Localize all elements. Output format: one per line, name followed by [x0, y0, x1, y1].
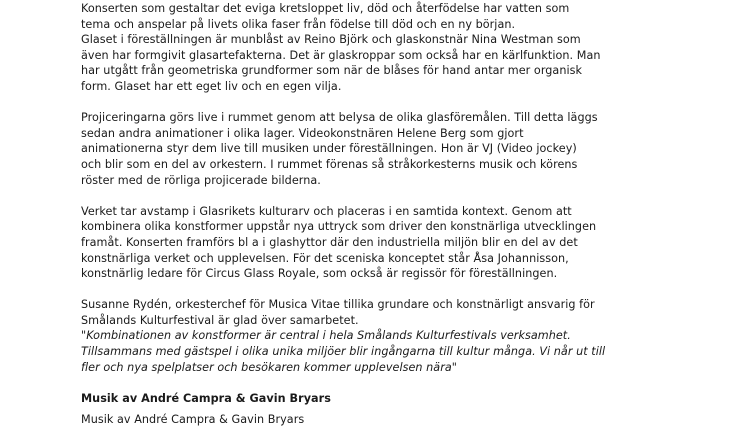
- text-line: Susanne Rydén, orkesterchef för Musica Vitae tillika grundare och konstnärligt ansvarig för: [81, 298, 595, 312]
- text-line: animationerna styr dem live till musiken under föreställningen. Hon är VJ (Video jockey): [81, 142, 577, 156]
- text-line: form. Glaset har ett eget liv och en egen vilja.: [81, 79, 342, 93]
- text-line: Konserten som gestaltar det eviga kretsloppet liv, död och återfödelse har vatten som: [81, 2, 570, 15]
- quote-line: "Kombinationen av konstformer är central i hela Smålands Kulturfestivals verksamhet.: [81, 329, 571, 343]
- text-line: även har formgivit glasartefakterna. Det är glaskroppar som också har en kärlfunktion. Man: [81, 48, 601, 62]
- text-line: har utgått från geometriska grundformer som när de blåses för hand antar mer organisk: [81, 64, 583, 78]
- paragraph-heritage: [81, 204, 721, 282]
- text-line: Smålands Kulturfestival är glad över samarbetet.: [81, 313, 359, 327]
- text-line: tema och anspelar på livets olika faser från födelse till död och en ny början.: [81, 17, 516, 31]
- text-line: Verket tar avstamp i Glasrikets kulturarv och placeras i en samtida kontext. Genom att: [81, 204, 572, 218]
- text-line: och blir som en del av orkestern. I rummet förenas så stråkorkesterns musik och körens: [81, 157, 578, 171]
- quote-line: fler och nya spelplatser och besökaren kommer upplevelsen nära": [81, 360, 457, 374]
- music-heading: Musik av André Campra & Gavin Bryars: [81, 391, 331, 405]
- clipped-next-line: [81, 412, 381, 426]
- text-line: konstnärliga verket och upplevelsen. För det sceniska konceptet står Åsa Johannisson,: [81, 251, 569, 265]
- paragraph-projections: [81, 110, 721, 188]
- text-line: framåt. Konserten framförs bl a i glashyttor där den industriella miljön blir en del av det: [81, 235, 578, 249]
- paragraph-theme: [81, 1, 721, 95]
- clipped-text: Musik av André Campra & Gavin Bryars: [81, 413, 305, 426]
- music-heading-paragraph: [81, 391, 721, 407]
- text-line: Projiceringarna görs live i rummet genom att belysa de olika glasföremålen. Till detta läggs: [81, 111, 598, 125]
- text-line: röster med de rörliga projicerade bilderna.: [81, 173, 321, 187]
- document-body: [81, 1, 721, 422]
- quote-line: Tillsammans med gästspel i olika unika miljöer blir ingångarna till kultur många. Vi når ut till: [81, 345, 606, 359]
- text-line: sedan andra animationer i olika lager. Videokonstnären Helene Berg som gjort: [81, 126, 524, 140]
- text-line: kombinera olika konstformer uppstår nya uttryck som driver den konstnärliga utvecklingen: [81, 220, 597, 234]
- paragraph-quote: [81, 297, 721, 375]
- text-line: Glaset i föreställningen är munblåst av Reino Björk och glaskonstnär Nina Westman som: [81, 33, 581, 47]
- text-line: konstnärlig ledare för Circus Glass Royale, som också är regissör för föreställningen.: [81, 267, 558, 281]
